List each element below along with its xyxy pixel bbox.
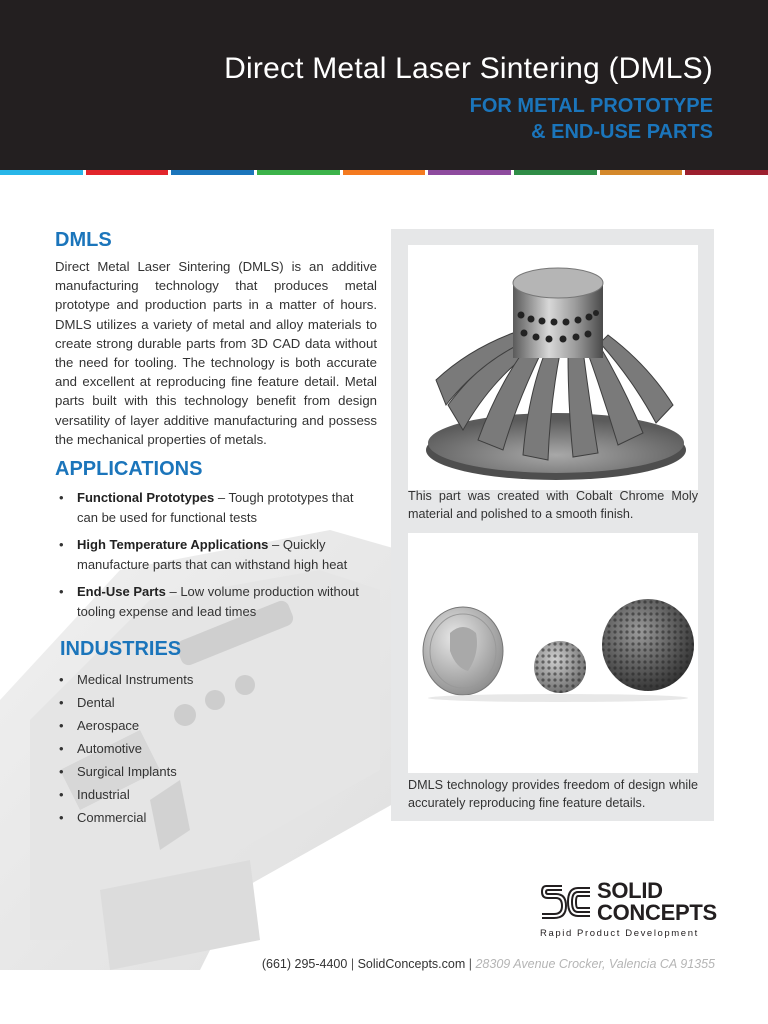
page-title: Direct Metal Laser Sintering (DMLS) <box>224 52 713 85</box>
color-stripe <box>343 170 426 175</box>
solid-concepts-logo <box>540 880 718 942</box>
website-link[interactable]: SolidConcepts.com <box>357 957 466 971</box>
list-item: • Dental <box>55 691 193 714</box>
subtitle-line-1: FOR METAL PROTOTYPE <box>469 95 713 117</box>
dmls-heading: DMLS <box>55 229 112 251</box>
application-desc: – Low volume production without tooling expense and lead times <box>77 584 359 619</box>
logo-line-2: CONCEPTS <box>597 900 717 925</box>
application-name: Functional Prototypes <box>77 490 215 505</box>
color-stripe <box>600 170 683 175</box>
color-stripe <box>171 170 254 175</box>
color-stripe <box>514 170 597 175</box>
industries-heading: INDUSTRIES <box>60 638 182 660</box>
page-subtitle <box>470 93 713 145</box>
color-stripe <box>685 170 768 175</box>
color-stripe <box>428 170 511 175</box>
list-item <box>55 535 370 575</box>
impeller-photo <box>408 245 698 490</box>
color-stripe <box>0 170 83 175</box>
phone-number: (661) 295-4400 <box>261 957 348 971</box>
subtitle-line-2: & END-USE PARTS <box>531 121 713 143</box>
header-banner <box>0 0 768 170</box>
logo-wordmark <box>597 880 717 924</box>
logo-tagline: Rapid Product Development <box>540 928 699 939</box>
spheres-photo <box>408 533 698 773</box>
application-name: High Temperature Applications <box>77 537 269 552</box>
street-address: 28309 Avenue Crocker, Valencia CA 91355 <box>475 957 715 971</box>
impeller-image <box>408 245 698 490</box>
applications-list <box>55 488 370 629</box>
list-item: • Aerospace <box>55 714 193 737</box>
list-item: • Medical Instruments <box>55 668 193 691</box>
application-desc: – Tough prototypes that can be used for functional tests <box>77 490 354 525</box>
industries-list <box>55 668 193 829</box>
list-item <box>55 582 370 622</box>
applications-heading: APPLICATIONS <box>55 458 203 480</box>
color-stripe <box>86 170 169 175</box>
application-name: End-Use Parts <box>77 584 166 599</box>
color-stripe-bar <box>0 170 768 176</box>
list-item <box>55 488 370 528</box>
spheres-image <box>408 533 698 773</box>
list-item: • Commercial <box>55 806 193 829</box>
logo-line-1: SOLID <box>597 878 663 903</box>
photo-panel <box>391 229 714 821</box>
dmls-description: Direct Metal Laser Sintering (DMLS) is an additive manufacturing technology that produces metal prototype and production parts in a matter of hours. DMLS utilizes a variety of metal and alloy materials to create strong durable parts from 3D CAD data without the need for tooling. The technology is both accurate and excellent at reproducing fine feature detail. Metal parts built with this technology benefit from design versatility of layer additive manufacturing and possess the mechanical properties of metals. <box>55 259 377 447</box>
color-stripe <box>257 170 340 175</box>
application-desc: – Quickly manufacture parts that can withstand high heat <box>77 537 348 572</box>
list-item: • Automotive <box>55 737 193 760</box>
contact-footer: (661) 295-4400 | SolidConcepts.com | 28309 Avenue Crocker, Valencia CA 91355 <box>261 957 715 971</box>
list-item: • Surgical Implants <box>55 760 193 783</box>
list-item: • Industrial <box>55 783 193 806</box>
impeller-caption: This part was created with Cobalt Chrome Moly material and polished to a smooth finish. <box>408 489 698 521</box>
solid-concepts-logo-mark <box>540 882 592 924</box>
spheres-caption: DMLS technology provides freedom of design while accurately reproducing fine feature details. <box>408 778 698 810</box>
